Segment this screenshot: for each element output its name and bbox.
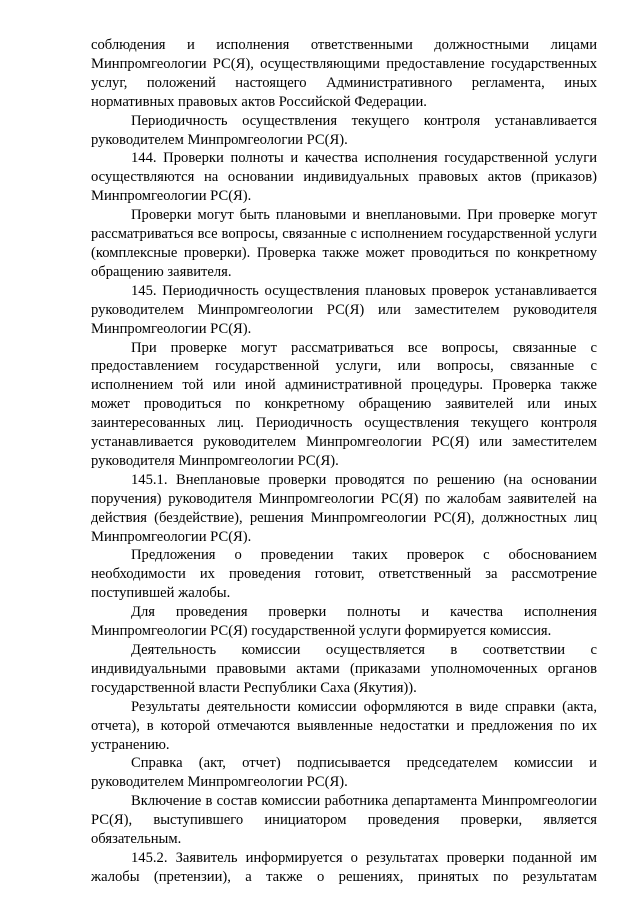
paragraph-continuation: соблюдения и исполнения ответственными должностными лицами Минпромгеологии РС(Я), осуществляющими предоставление государственных услуг, положений настоящего Административного регламента, иных нормативных правовых актов Российской Федерации.	[91, 37, 597, 110]
paragraph-check-scope: При проверке могут рассматриваться все вопросы, связанные с предоставлением государственной услуги, или вопросы, связанные с исполнением той или иной административной процедуры. Проверка также может проводиться по конкретному обращению заявителей или иных заинтересованных лиц. Периодичность осуществления текущего контроля устанавливается руководителем Минпромгеологии РС(Я) или заместителем руководителя Минпромгеологии РС(Я).	[91, 339, 597, 469]
paragraph-check-types: Проверки могут быть плановыми и внеплановыми. При проверке могут рассматриваться все вопросы, связанные с исполнением государственной услуги (комплексные проверки). Проверка также может проводиться по конкретному обращению заявителя.	[91, 207, 597, 280]
paragraph-145: 145. Периодичность осуществления плановых проверок устанавливается руководителем Минпромгеологии РС(Я) или заместителем руководителя Минпромгеологии РС(Я).	[91, 282, 597, 337]
paragraph-report-signing: Справка (акт, отчет) подписывается председателем комиссии и руководителем Минпромгеологии РС(Я).	[91, 755, 597, 791]
paragraph-144: 144. Проверки полноты и качества исполнения государственной услуги осуществляются на основании индивидуальных правовых актов (приказов) Минпромгеологии РС(Я).	[91, 150, 597, 205]
paragraph-commission-membership: Включение в состав комиссии работника департамента Минпромгеологии РС(Я), выступившего инициатором проведения проверки, является обязательным.	[91, 793, 597, 848]
paragraph-proposals: Предложения о проведении таких проверок с обоснованием необходимости их проведения готовит, ответственный за рассмотрение поступившей жалобы.	[91, 547, 597, 602]
paragraph-commission-results: Результаты деятельности комиссии оформляются в виде справки (акта, отчета), в которой отмечаются выявленные недостатки и предложения по их устранению.	[91, 698, 597, 753]
paragraph-commission-formed: Для проведения проверки полноты и качества исполнения Минпромгеологии РС(Я) государственной услуги формируется комиссия.	[91, 604, 597, 640]
paragraph-periodicity: Периодичность осуществления текущего контроля устанавливается руководителем Минпромгеологии РС(Я).	[91, 112, 597, 148]
paragraph-145-1: 145.1. Внеплановые проверки проводятся по решению (на основании поручения) руководителя Минпромгеологии РС(Я) по жалобам заявителей на действия (бездействие), решения Минпромгеологии РС(Я), должностных лиц Минпромгеологии РС(Я).	[91, 471, 597, 545]
paragraph-commission-activity: Деятельность комиссии осуществляется в соответствии с индивидуальными правовыми актами (приказами уполномоченных органов государственной власти Республики Саха (Якутия)).	[91, 642, 597, 696]
paragraph-145-2: 145.2. Заявитель информируется о результатах проверки поданной им жалобы (претензии), а также о решениях, принятых по результатам	[91, 849, 597, 885]
